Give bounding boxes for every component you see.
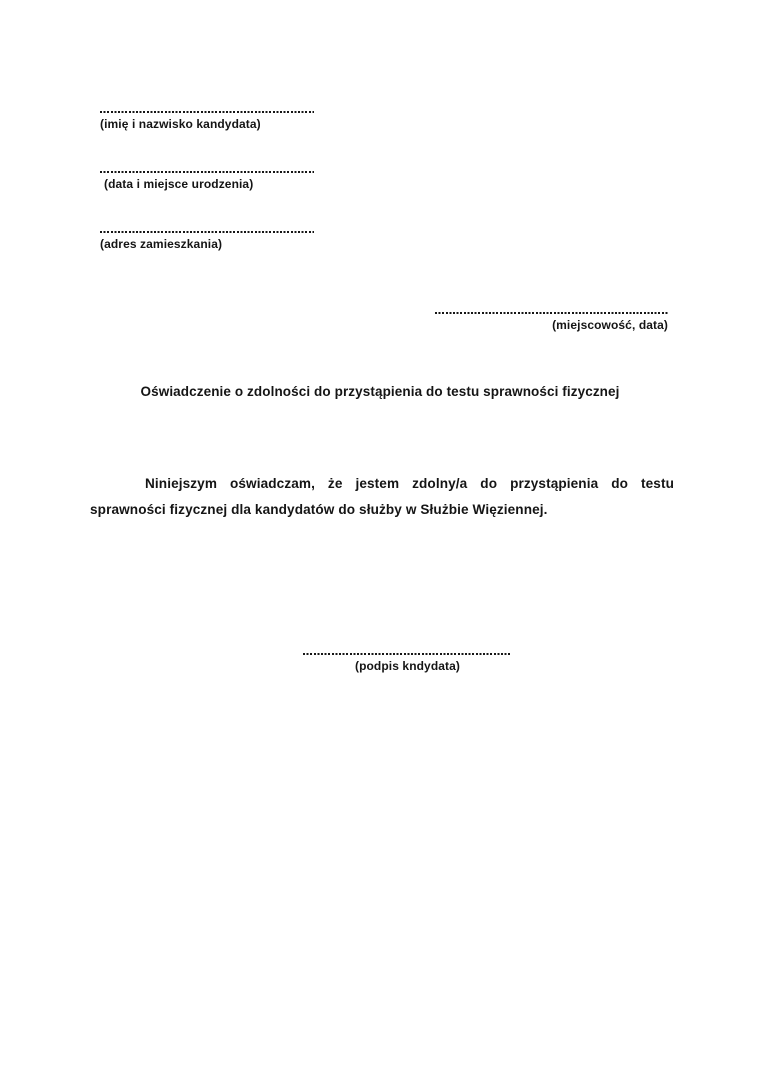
dotted-fill-line <box>100 170 314 173</box>
dotted-fill-line <box>435 311 668 314</box>
candidate-name-label: (imię i nazwisko kandydata) <box>100 117 261 131</box>
document-title: Oświadczenie o zdolności do przystąpienia do testu sprawności fizycznej <box>140 384 620 399</box>
signature-label: (podpis kndydata) <box>354 659 461 673</box>
field-birth-date-place <box>100 170 314 191</box>
dotted-fill-line <box>100 110 314 113</box>
dotted-fill-line <box>100 230 314 233</box>
place-date-label: (miejscowość, data) <box>552 318 668 332</box>
field-place-date <box>435 311 668 332</box>
field-candidate-name <box>100 110 314 131</box>
birth-date-place-label: (data i miejsce urodzenia) <box>104 177 254 191</box>
residence-address-label: (adres zamieszkania) <box>100 237 223 251</box>
field-residence-address <box>100 230 314 251</box>
declaration-paragraph: Niniejszym oświadczam, że jestem zdolny/a do przystąpienia do testu sprawności fizycznej dla kandydatów do służby w Służbie Więziennej. <box>90 476 674 517</box>
dotted-fill-line <box>303 652 512 655</box>
field-signature <box>303 652 512 673</box>
